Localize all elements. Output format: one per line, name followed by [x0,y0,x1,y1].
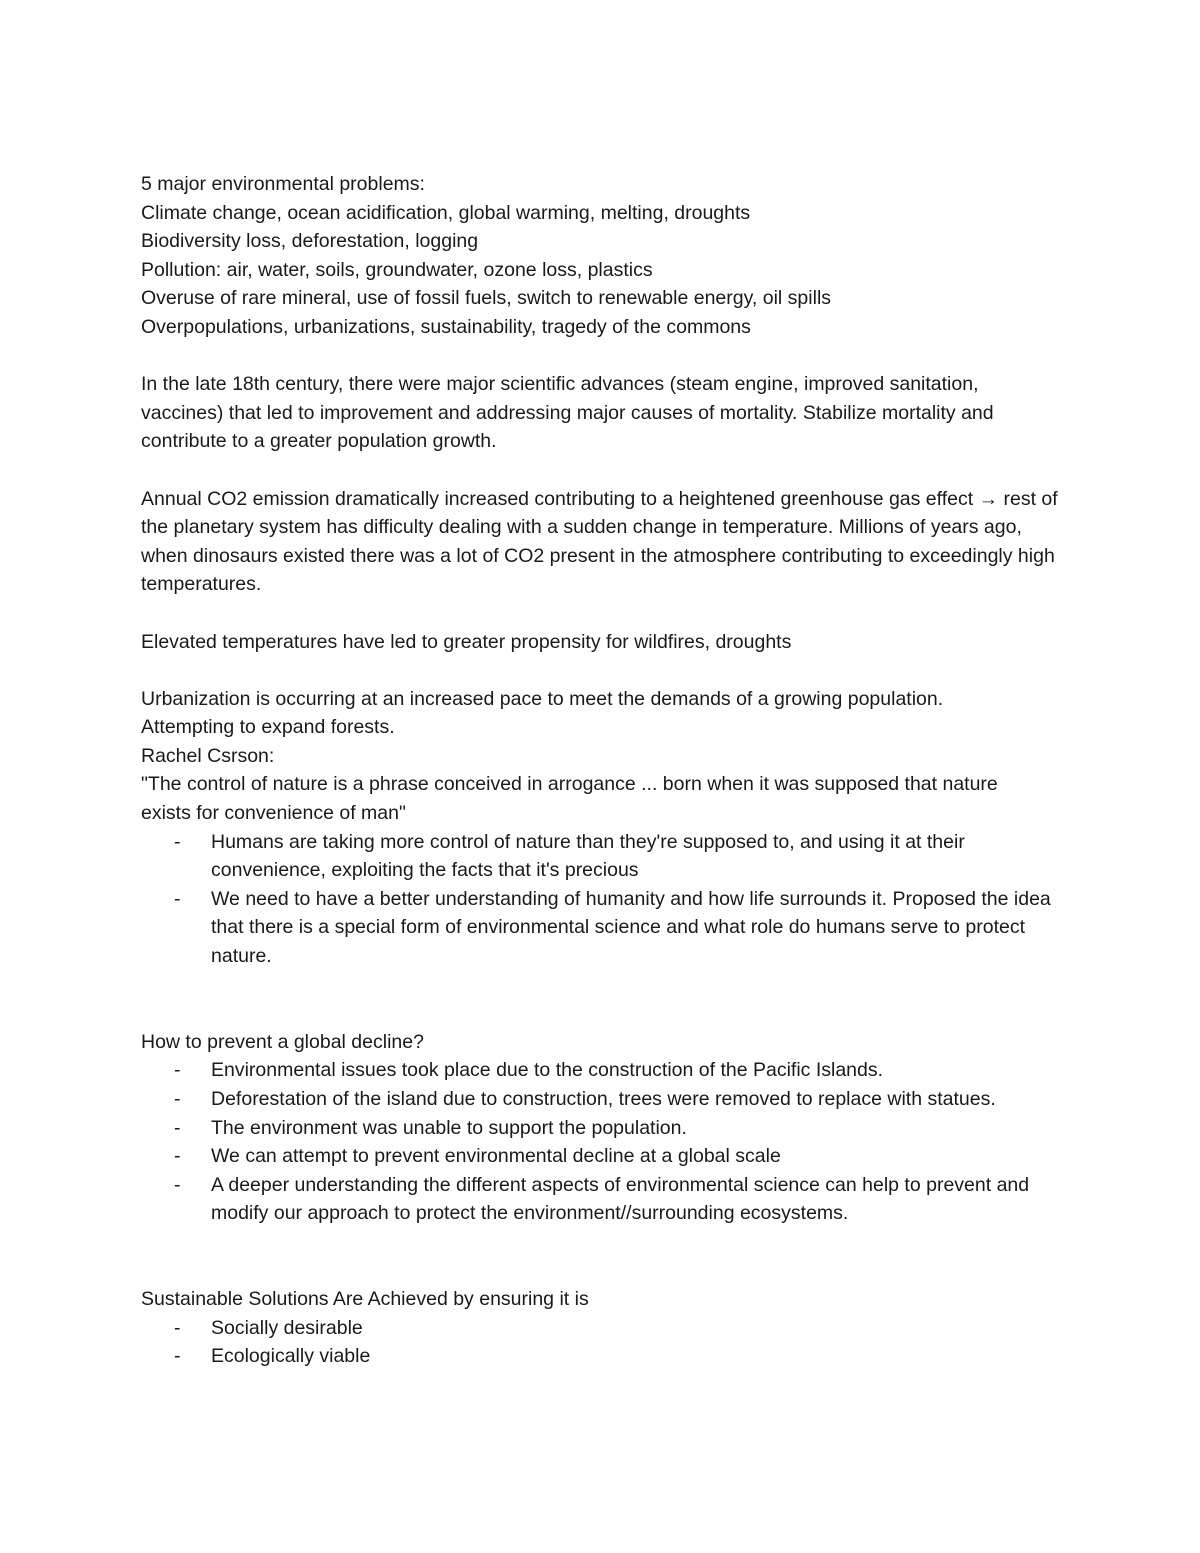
list-item [141,1056,1081,1085]
list-item-text: Socially desirable [211,1316,363,1339]
bullet-dash: - [174,1173,181,1196]
urban-line: Attempting to expand forests. [141,716,395,739]
list-item [141,885,1081,971]
spacer [141,1228,1081,1285]
problem-line: Overpopulations, urbanizations, sustainability, tragedy of the commons [141,315,751,338]
problem-line: Pollution: air, water, soils, groundwater, ozone loss, plastics [141,258,653,281]
bullet-dash: - [174,1145,181,1168]
section-urbanization [141,685,1081,971]
urban-line: Urbanization is occurring at an increased pace to meet the demands of a growing population. [141,687,944,710]
section-heading: How to prevent a global decline? [141,1030,424,1053]
section-sustainable-solutions [141,1285,1081,1371]
problem-line: Biodiversity loss, deforestation, logging [141,230,479,253]
section-heading: 5 major environmental problems: [141,173,425,195]
bullet-dash: - [174,1059,181,1082]
list-item-text: Humans are taking more control of nature than they're supposed to, and using it at their convenience, exploiting the facts that it's precious [211,830,965,882]
bullet-dash: - [174,830,181,853]
list-item [141,1114,1081,1143]
paragraph-wildfires: Elevated temperatures have led to greater propensity for wildfires, droughts [141,630,792,653]
list-item [141,1342,1081,1371]
spacer [141,971,1081,1028]
quote-text: "The control of nature is a phrase conceived in arrogance ... born when it was supposed that nature exists for convenience of man" [141,773,998,825]
document-page [141,170,1081,1371]
section-global-decline [141,1028,1081,1228]
list-item-text: Ecologically viable [211,1345,371,1368]
spacer [141,342,1081,371]
list-item-text: We need to have a better understanding of humanity and how life surrounds it. Proposed the idea that there is a special form of environmental science and what role do humans serve to protect nature. [211,887,1051,968]
sustainable-bullet-list [141,1314,1081,1371]
list-item [141,1314,1081,1343]
list-item-text: Environmental issues took place due to the construction of the Pacific Islands. [211,1059,884,1082]
list-item [141,828,1081,885]
list-item-text: Deforestation of the island due to construction, trees were removed to replace with statues. [211,1088,996,1110]
list-item-text: A deeper understanding the different aspects of environmental science can help to prevent and modify our approach to protect the environment//surrounding ecosystems. [211,1173,1030,1225]
spacer [141,599,1081,628]
decline-bullet-list [141,1056,1081,1228]
quote-author: Rachel Csrson: [141,744,275,767]
bullet-dash: - [174,887,181,910]
bullet-dash: - [174,1088,181,1110]
bullet-dash: - [174,1116,181,1139]
urban-bullet-list [141,828,1081,971]
bullet-dash: - [174,1316,181,1339]
list-item [141,1171,1081,1228]
paragraph-18th-century: In the late 18th century, there were major scientific advances (steam engine, improved sanitation, vaccines) that led to improvement and addressing major causes of mortality. Stabilize mortality and contribute to a greater population growth. [141,373,994,453]
problem-line: Overuse of rare mineral, use of fossil fuels, switch to renewable energy, oil spills [141,287,832,310]
section-heading: Sustainable Solutions Are Achieved by ensuring it is [141,1288,589,1311]
list-item-text: The environment was unable to support the population. [211,1116,687,1139]
problem-line: Climate change, ocean acidification, global warming, melting, droughts [141,201,751,224]
paragraph-co2: Annual CO2 emission dramatically increased contributing to a heightened greenhouse gas effect → rest of the planetary system has difficulty dealing with a sudden change in temperature. Millions of years ago, when dinosaurs existed there was a lot of CO2 present in the atmosphere contributing to exceedingly high temperatures. [141,487,1058,596]
spacer [141,656,1081,685]
list-item [141,1085,1081,1114]
list-item-text: We can attempt to prevent environmental decline at a global scale [211,1145,781,1168]
spacer [141,456,1081,485]
list-item [141,1142,1081,1171]
section-environmental-problems [141,170,1081,342]
bullet-dash: - [174,1345,181,1368]
